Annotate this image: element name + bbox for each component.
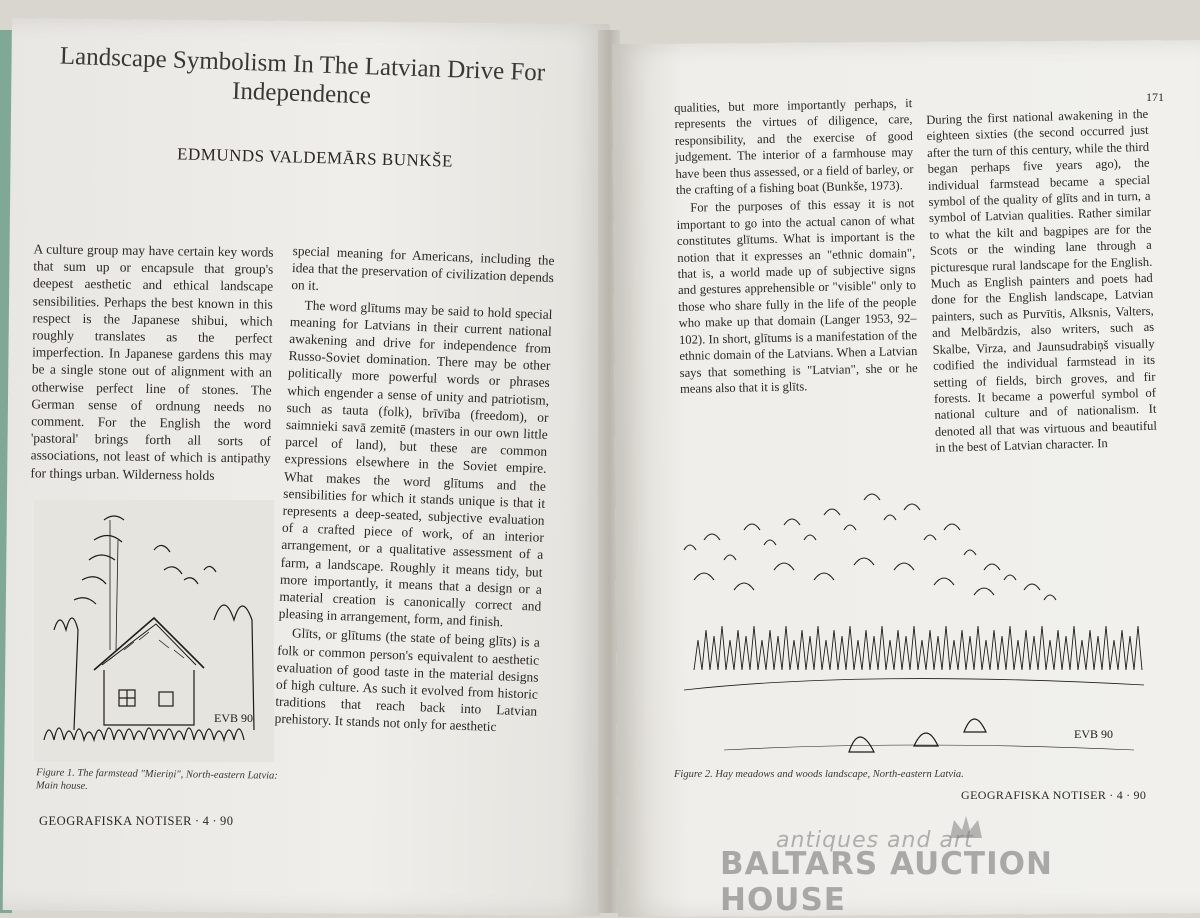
fig2-signature: EVB 90 [1074,727,1113,741]
year: 90 [1133,788,1147,802]
right-column-2 [926,106,1158,457]
watermark-brand: BALTARS AUCTION HOUSE [720,846,1053,918]
paragraph: special meaning for Americans, including the idea that the preservation of civilization depends on it. [291,242,555,294]
figure-1-farmstead-drawing [34,500,274,762]
paragraph: During the first national awakening in the eighteen sixties (the second occurred just after the turn of this century, while the third began perhaps five years ago), the individual farmstead became a special symbol of the quality of glīts and in turn, a symbol of Latvian qualities. Rather similar to what the kilt and bagpipes are for the Scots or the winding lane through a picturesque rural landscape for the English. Much as English painters and poets had done for the English landscape, Latvian painters, such as Purvītis, Alksnis, Valters, and Melbārdzis, also writers, such as Skalbe, Virza, and Jaunsudrabiņš visually codified the individual farmstead in its setting of fields, birch groves, and fir forests. It became a powerful symbol of national culture and of nationalism. It denoted all that was virtuous and beautiful in the best of Latvian character. In [926,106,1158,455]
left-column-1 [30,240,273,484]
issue-number: 4 [1116,788,1124,802]
article-title: Landscape Symbolism In The Latvian Drive For Independence [59,42,546,110]
watermark-tagline: antiques and art [776,828,974,853]
journal-name: GEOGRAFISKA NOTISER [961,788,1107,802]
right-column-1 [674,95,918,397]
footer-left: GEOGRAFISKA NOTISER · 4 · 90 [39,814,234,828]
author-name: EDMUNDS VALDEMĀRS BUNKŠE [176,144,454,171]
paragraph: The word glītums may be said to hold special meaning for Latvians in their current national awakening and drive for independence from Russo-Soviet domination. There may be other politically more powerful words or phrases which engender a sense of unity and patriotism, such as tauta (folk), brīvība (freedom), or saimnieki savā zemitē (masters in our own little parcel of land), but these are common expressions elsewhere in the Soviet empire. What makes the word glītums and the sensibilities for which it stands unique is that it represents a deep-seated, subjective evaluation of a crafted piece of work, of an interior arrangement, or a qualitative assessment of a farm, a landscape. Roughly it means tidy, but more importantly, it means that a design or a material creation is canonically correct and pleasing in arrangement, form, and finish. [278,297,553,630]
year: 90 [220,814,234,828]
farmstead-sketch [34,500,274,762]
figure-2-landscape-drawing [664,470,1154,770]
figure-2-caption: Figure 2. Hay meadows and woods landscape, North-eastern Latvia. [674,769,964,780]
issue-number: 4 [202,814,210,828]
fig1-signature: EVB 90 [214,711,253,725]
watermark [720,820,1120,918]
paragraph: A culture group may have certain key words that sum up or encapsule that group's deepest aesthetic and ethical landscape sensibilities. Perhaps the best known in this respect is the Japanese shibui, which roughly translates as the perfect imperfection. In Japanese gardens this may be a single stone out of alignment with an otherwise perfect line of stones. The German sense of ordnung needs no comment. For the English the word 'pastoral' brings forth all sorts of associations, not least of which is antipathy for things urban. Wilderness holds [30,241,274,483]
paragraph: qualities, but more importantly perhaps, it represents the virtues of diligence, care, responsibility, and the exercise of good judgement. The interior of a farmhouse may have been thus assessed, or a field of barley, or the crafting of a fishing boat (Bunkše, 1973). [674,96,914,198]
page-number: 171 [1146,90,1164,104]
landscape-sketch [664,470,1154,770]
paragraph: For the purposes of this essay it is not important to go into the actual canon of what constitutes glītums. What is important is the notion that it expresses an "ethnic domain", that is, a world made up of subjective signs and gestures apprehensible or "visible" only to those who share fully in the life of the people who make up that domain (Langer 1953, 92–102). In short, glītums is a manifestation of the ethnic domain of the Latvians. When a Latvian says that something is "Latvian", she or he means also that it is glīts. [676,196,918,396]
journal-name: GEOGRAFISKA NOTISER [39,814,192,828]
footer-right: GEOGRAFISKA NOTISER · 4 · 90 [961,788,1147,802]
paragraph: Glīts, or glītums (the state of being glīts) is a folk or common person's equivalent to aesthetic evaluation of good taste in the material designs of high culture. As such it evolved from historic traditions that reach back into Latvian prehistory. It stands not only for aesthetic [274,625,541,735]
left-column-2 [274,242,554,737]
figure-1-caption: Figure 1. The farmstead "Mieriņi", North-eastern Latvia: Main house. [35,767,278,793]
